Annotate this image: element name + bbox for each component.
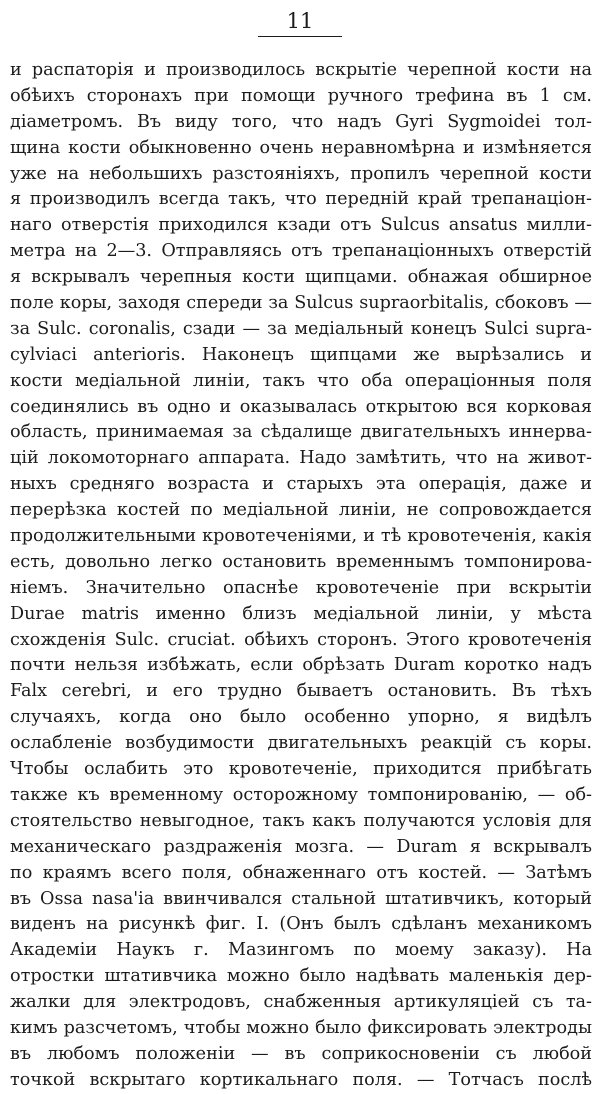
- text-line: почти нельзя избѣжать, если обрѣзать Duram коротко надъ: [10, 655, 592, 676]
- header-rule: [258, 36, 342, 37]
- text-line: уже на небольшихъ разстояніяхъ, пропилъ черепной кости: [10, 163, 592, 184]
- text-line: въ Ossa nasa'ia ввинчивался стальной штативчикъ, который: [10, 888, 592, 909]
- text-line: щина кости обыкновенно очень неравномѣрна и измѣняется: [10, 137, 592, 158]
- text-line: метра на 2—3. Отправляясь отъ трепанаціонныхъ отверстій: [10, 241, 592, 262]
- text-line: ослабленіе возбудимости двигательныхъ реакцій съ коры.: [10, 733, 592, 754]
- text-line: ныхъ средняго возраста и старыхъ эта операція, даже и: [10, 474, 592, 495]
- text-line: cylviaci anterioris. Наконецъ щипцами же вырѣзались и: [10, 344, 592, 365]
- text-line: Falx cerebri, и его трудно бываетъ остановить. Въ тѣхъ: [10, 681, 592, 702]
- text-line: жалки для электродовъ, снабженныя артикуляціей съ та-: [10, 992, 592, 1013]
- text-line: по краямъ всего поля, обнаженнаго отъ костей. — Затѣмъ: [10, 862, 592, 883]
- text-line: я производилъ всегда такъ, что передній край трепанаціон-: [10, 189, 592, 210]
- text-line: область, принимаемая за сѣдалище двигательныхъ иннерва-: [10, 422, 592, 443]
- text-line: въ любомъ положеніи — въ соприкосновеніи съ любой: [10, 1043, 592, 1064]
- text-line: діаметромъ. Въ виду того, что надъ Gyri Sygmoidei тол-: [10, 111, 592, 132]
- text-line: также къ временному осторожному томпонированію, — об-: [10, 784, 592, 805]
- page-number: 11: [286, 9, 314, 33]
- text-line: поле коры, заходя спереди за Sulcus supraorbitalis, сбоковъ —: [10, 293, 592, 314]
- text-line: ніемъ. Значительно опаснѣе кровотеченіе при вскрытіи: [10, 577, 592, 598]
- text-line: и распаторія и производилось вскрытіе черепной кости на: [10, 60, 592, 80]
- text-line: виденъ на рисункѣ фиг. I. (Онъ былъ сдѣланъ механикомъ: [10, 914, 592, 935]
- text-line: схожденія Sulc. cruciat. обѣихъ сторонъ. Этого кровотеченія: [10, 629, 592, 650]
- body-text: [10, 58, 592, 1094]
- text-line: кимъ разсчетомъ, чтобы можно было фиксировать электроды: [10, 1017, 592, 1038]
- text-line: перерѣзка костей по медіальной линіи, не сопровождается: [10, 500, 592, 521]
- text-line: кости медіальной линіи, такъ что оба операціонныя поля: [10, 370, 592, 391]
- text-line: механическаго раздраженія мозга. — Duram я вскрывалъ: [10, 836, 592, 857]
- text-line: продолжительными кровотеченіями, и тѣ кровотеченія, какія: [10, 526, 592, 547]
- text-line: цій локомоторнаго аппарата. Надо замѣтить, что на живот-: [10, 448, 592, 469]
- text-line: за Sulc. coronalis, сзади — за медіальный конецъ Sulci supra-: [10, 318, 592, 339]
- text-line: точкой вскрытаго кортикальнаго поля. — Тотчасъ послѣ: [10, 1069, 592, 1090]
- text-line: случаяхъ, когда оно было особенно упорно, я видѣлъ: [10, 707, 592, 728]
- text-line: я вскрывалъ черепныя кости щипцами. обнажая обширное: [10, 267, 592, 288]
- text-line: наго отверстія приходился кзади отъ Sulcus ansatus милли-: [10, 215, 592, 236]
- text-line: Академіи Наукъ г. Мазингомъ по моему заказу). На: [10, 940, 592, 961]
- text-line: стоятельство невыгодное, такъ какъ получаются условія для: [10, 810, 592, 831]
- text-line: Чтобы ослабить это кровотеченіе, приходится прибѣгать: [10, 759, 592, 780]
- text-line: отростки штативчика можно было надѣвать маленькія дер-: [10, 966, 592, 987]
- page-header: [0, 8, 604, 44]
- text-line: есть, довольно легко остановить временнымъ томпонирова-: [10, 551, 592, 572]
- text-line: Durae matris именно близъ медіальной линіи, у мѣста: [10, 603, 592, 624]
- text-line: соединялись въ одно и оказывалась открытою вся корковая: [10, 396, 592, 417]
- text-line: обѣихъ сторонахъ при помощи ручного трефина въ 1 см.: [10, 85, 592, 106]
